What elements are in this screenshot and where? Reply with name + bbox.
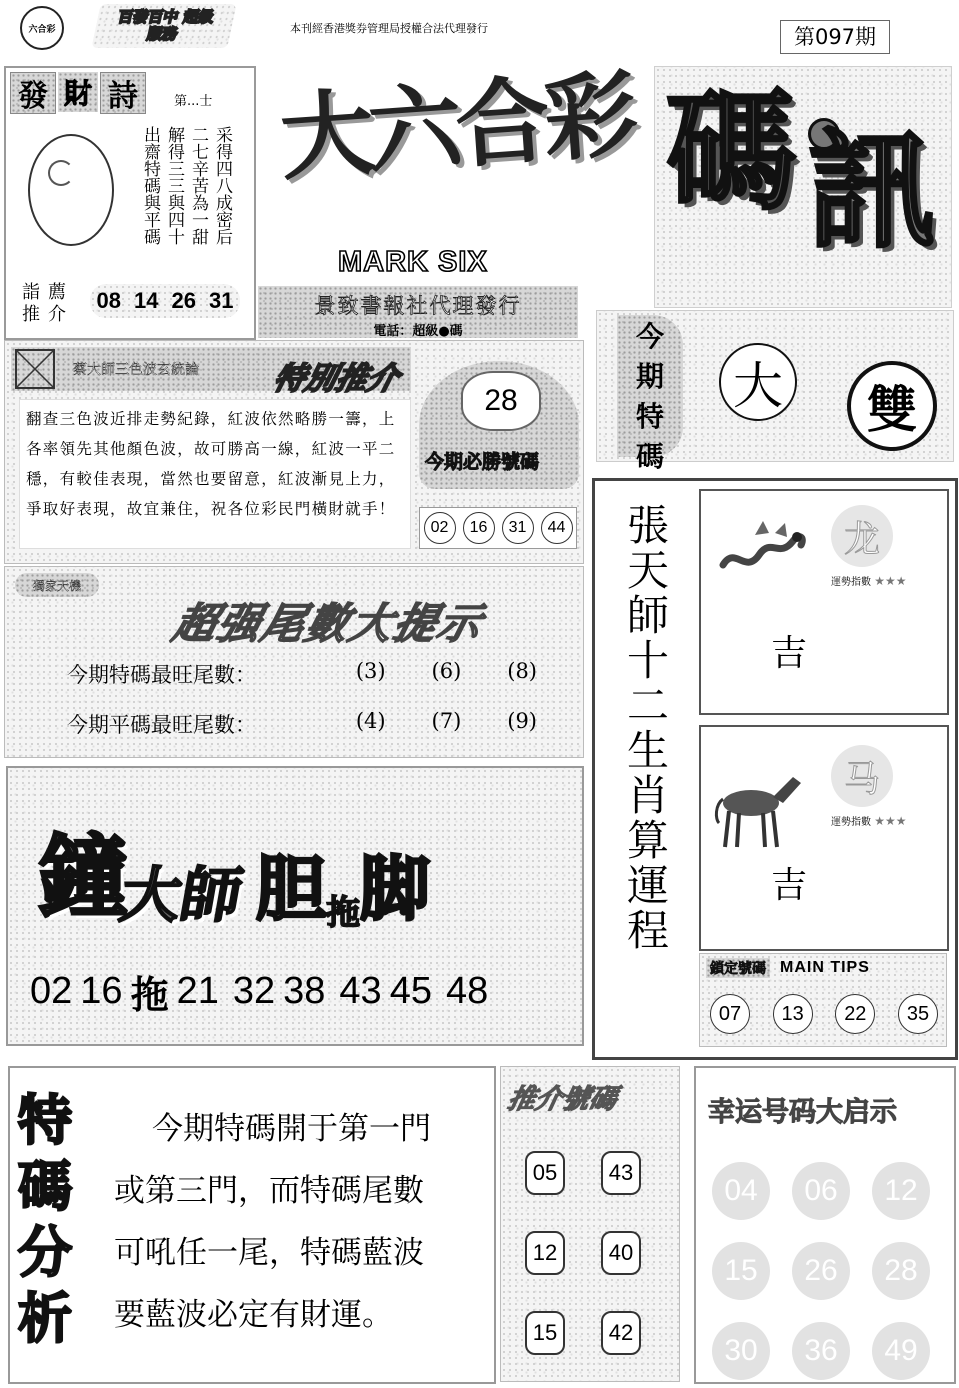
horse-result: 吉 (771, 865, 808, 906)
analysis-line: 可吼任一尾，特碼藍波 (114, 1235, 424, 1271)
special-code-label: 今 期 特 碼 (617, 315, 683, 457)
master-number: 38 (283, 970, 326, 1012)
poem-subtitle: 第...士 (174, 94, 213, 109)
pick-big: 大 (719, 343, 797, 421)
special-recommend-tag: 特別推介 (269, 361, 403, 397)
poem-line: 采得四八成密后 (212, 126, 232, 245)
analysis-line: 或第三門，而特碼尾數 (114, 1173, 424, 1209)
recommend-number: 15 (525, 1311, 565, 1355)
recommend-number: 05 (525, 1151, 565, 1195)
main-tip-number: 35 (898, 994, 938, 1034)
must-win-number: 16 (463, 512, 495, 544)
lucky-title: 幸运号码大启示 (708, 1097, 897, 1128)
poem-lines (140, 126, 232, 245)
lucky-number: 12 (872, 1162, 930, 1220)
color-wave-box (4, 340, 584, 564)
main-tips (699, 953, 947, 1047)
master-number: 45 (389, 970, 432, 1012)
master-numbers (30, 964, 488, 1019)
lucky-number: 28 (872, 1242, 930, 1300)
egg-emblem (28, 134, 114, 246)
analysis-line: 今期特碼開于第一門 (152, 1111, 431, 1147)
poem-number: 31 (209, 288, 234, 313)
main-tips-header: 鎖定號碼 MAIN TIPS (706, 958, 870, 978)
analysis-label: 特 碼 分 析 (18, 1089, 72, 1350)
main-tips-numbers (710, 994, 938, 1034)
logo-badge (20, 6, 64, 50)
poem-number: 26 (171, 288, 196, 313)
main-tip-number: 13 (773, 994, 813, 1034)
mark-six-label: MARK SIX (338, 246, 488, 278)
tail-tips-title: 超强尾數大提示 (168, 599, 489, 648)
xun-char: 訊 (808, 117, 937, 266)
tail-row-normal: 今期平碼最旺尾數： (4) (7) (9) (67, 709, 537, 737)
lucky-box (694, 1066, 956, 1384)
mark-six-banner (262, 60, 952, 310)
dragon-caption: 運勢指數 ★★★ (831, 574, 907, 588)
master-title: 鐘 大師 胆 拖 脚 (38, 825, 430, 933)
lucky-number: 06 (792, 1162, 850, 1220)
master-number: 21 (176, 970, 219, 1012)
slogan: 百發百中 超級服務 (91, 4, 236, 48)
dragon-icon (715, 515, 809, 589)
lucky-number: 26 (792, 1242, 850, 1300)
poem-line: 解得三三與四十 (164, 126, 184, 245)
horse-icon (711, 767, 805, 851)
issue-number: 第097期 (780, 20, 890, 54)
close-box-icon (15, 349, 55, 389)
zodiac-horse-card (699, 725, 949, 951)
recommend-number: 42 (601, 1311, 641, 1355)
dragon-result: 吉 (771, 633, 808, 674)
agent-text: 景致書報社代理發行 (314, 294, 522, 318)
header-bar (0, 0, 959, 56)
analysis-text (114, 1098, 431, 1346)
tail-tips-box (4, 566, 584, 758)
poem-number: 14 (134, 288, 159, 313)
recommend-number: 43 (601, 1151, 641, 1195)
poem-line: 二七辛苦為一甜 (188, 126, 208, 245)
must-win-ball: 28 (461, 371, 541, 431)
recommend-number: 40 (601, 1231, 641, 1275)
star-icon: ★★★ (874, 574, 907, 588)
poem-line: 出齋特碼與平碼 (140, 126, 160, 245)
must-win-number: 02 (424, 512, 456, 544)
horse-caption: 運勢指數 ★★★ (831, 814, 907, 828)
drag-label: 拖 (130, 973, 169, 1017)
special-code-box (596, 310, 954, 473)
poem-title: 發 財 詩 (10, 72, 146, 114)
dragon-seal: 龙 (831, 505, 893, 567)
tail-row-special: 今期特碼最旺尾數： (3) (6) (8) (67, 659, 537, 687)
analysis-box (8, 1066, 496, 1384)
must-win-numbers (419, 507, 577, 549)
recommend-title: 推介號碼 (505, 1084, 620, 1115)
zodiac-dragon-card (699, 489, 949, 715)
recommend-grid (525, 1151, 677, 1355)
master-number: 16 (80, 970, 123, 1012)
lucky-number: 15 (712, 1242, 770, 1300)
main-tip-number: 07 (710, 994, 750, 1034)
must-win-number: 31 (502, 512, 534, 544)
zodiac-title: 張天師十二生肖算運程 (621, 503, 670, 953)
master-box (6, 766, 584, 1046)
zodiac-box (592, 478, 958, 1060)
analysis-line: 要藍波必定有財運。 (114, 1297, 393, 1333)
horse-seal: 马 (831, 745, 893, 807)
main-tip-number: 22 (835, 994, 875, 1034)
lucky-number: 49 (872, 1322, 930, 1380)
fortune-poem-box (4, 66, 256, 340)
master-number: 48 (445, 970, 489, 1012)
master-number: 43 (339, 970, 382, 1012)
must-win-label: 今期必勝號碼 (425, 451, 540, 473)
license-notice: 本刊經香港獎券管理局授權合法代理發行 (290, 22, 488, 35)
lucky-number: 36 (792, 1322, 850, 1380)
lucky-grid (712, 1162, 952, 1380)
lucky-number: 30 (712, 1322, 770, 1380)
pick-even: 雙 (847, 361, 937, 451)
master-number: 32 (232, 970, 276, 1012)
recommend-number: 12 (525, 1231, 565, 1275)
agent-phone: 電話：超級●碼 (373, 324, 463, 339)
exclusive-badge: 獨家天機 (15, 573, 99, 597)
color-wave-body: 翻查三色波近排走勢紀錄，紅波依然略勝一籌，上各率領先其他顏色波，故可勝高一線，紅波一平二穩，有較佳表現，當然也要留意，紅波漸見上力，爭取好表現，故宜兼住，祝各位彩民門橫財就手！ (19, 399, 411, 549)
agent-strip (258, 286, 578, 338)
star-icon: ★★★ (874, 814, 907, 828)
recommend-label: 詣 薦 推 介 (22, 282, 66, 325)
poem-number: 08 (96, 288, 121, 313)
master-number: 02 (30, 970, 73, 1012)
logo-text: 六合彩 (28, 24, 56, 35)
banner-title: 大六合彩 (276, 60, 636, 195)
must-win-number: 44 (541, 512, 573, 544)
ma-char: 碼 (666, 76, 797, 228)
poem-numbers (90, 284, 240, 318)
lucky-number: 04 (712, 1162, 770, 1220)
egg-swirl-icon (48, 160, 74, 186)
recommend-box (500, 1066, 680, 1382)
color-wave-title: 蔡大師三色波玄統論 (73, 362, 199, 378)
